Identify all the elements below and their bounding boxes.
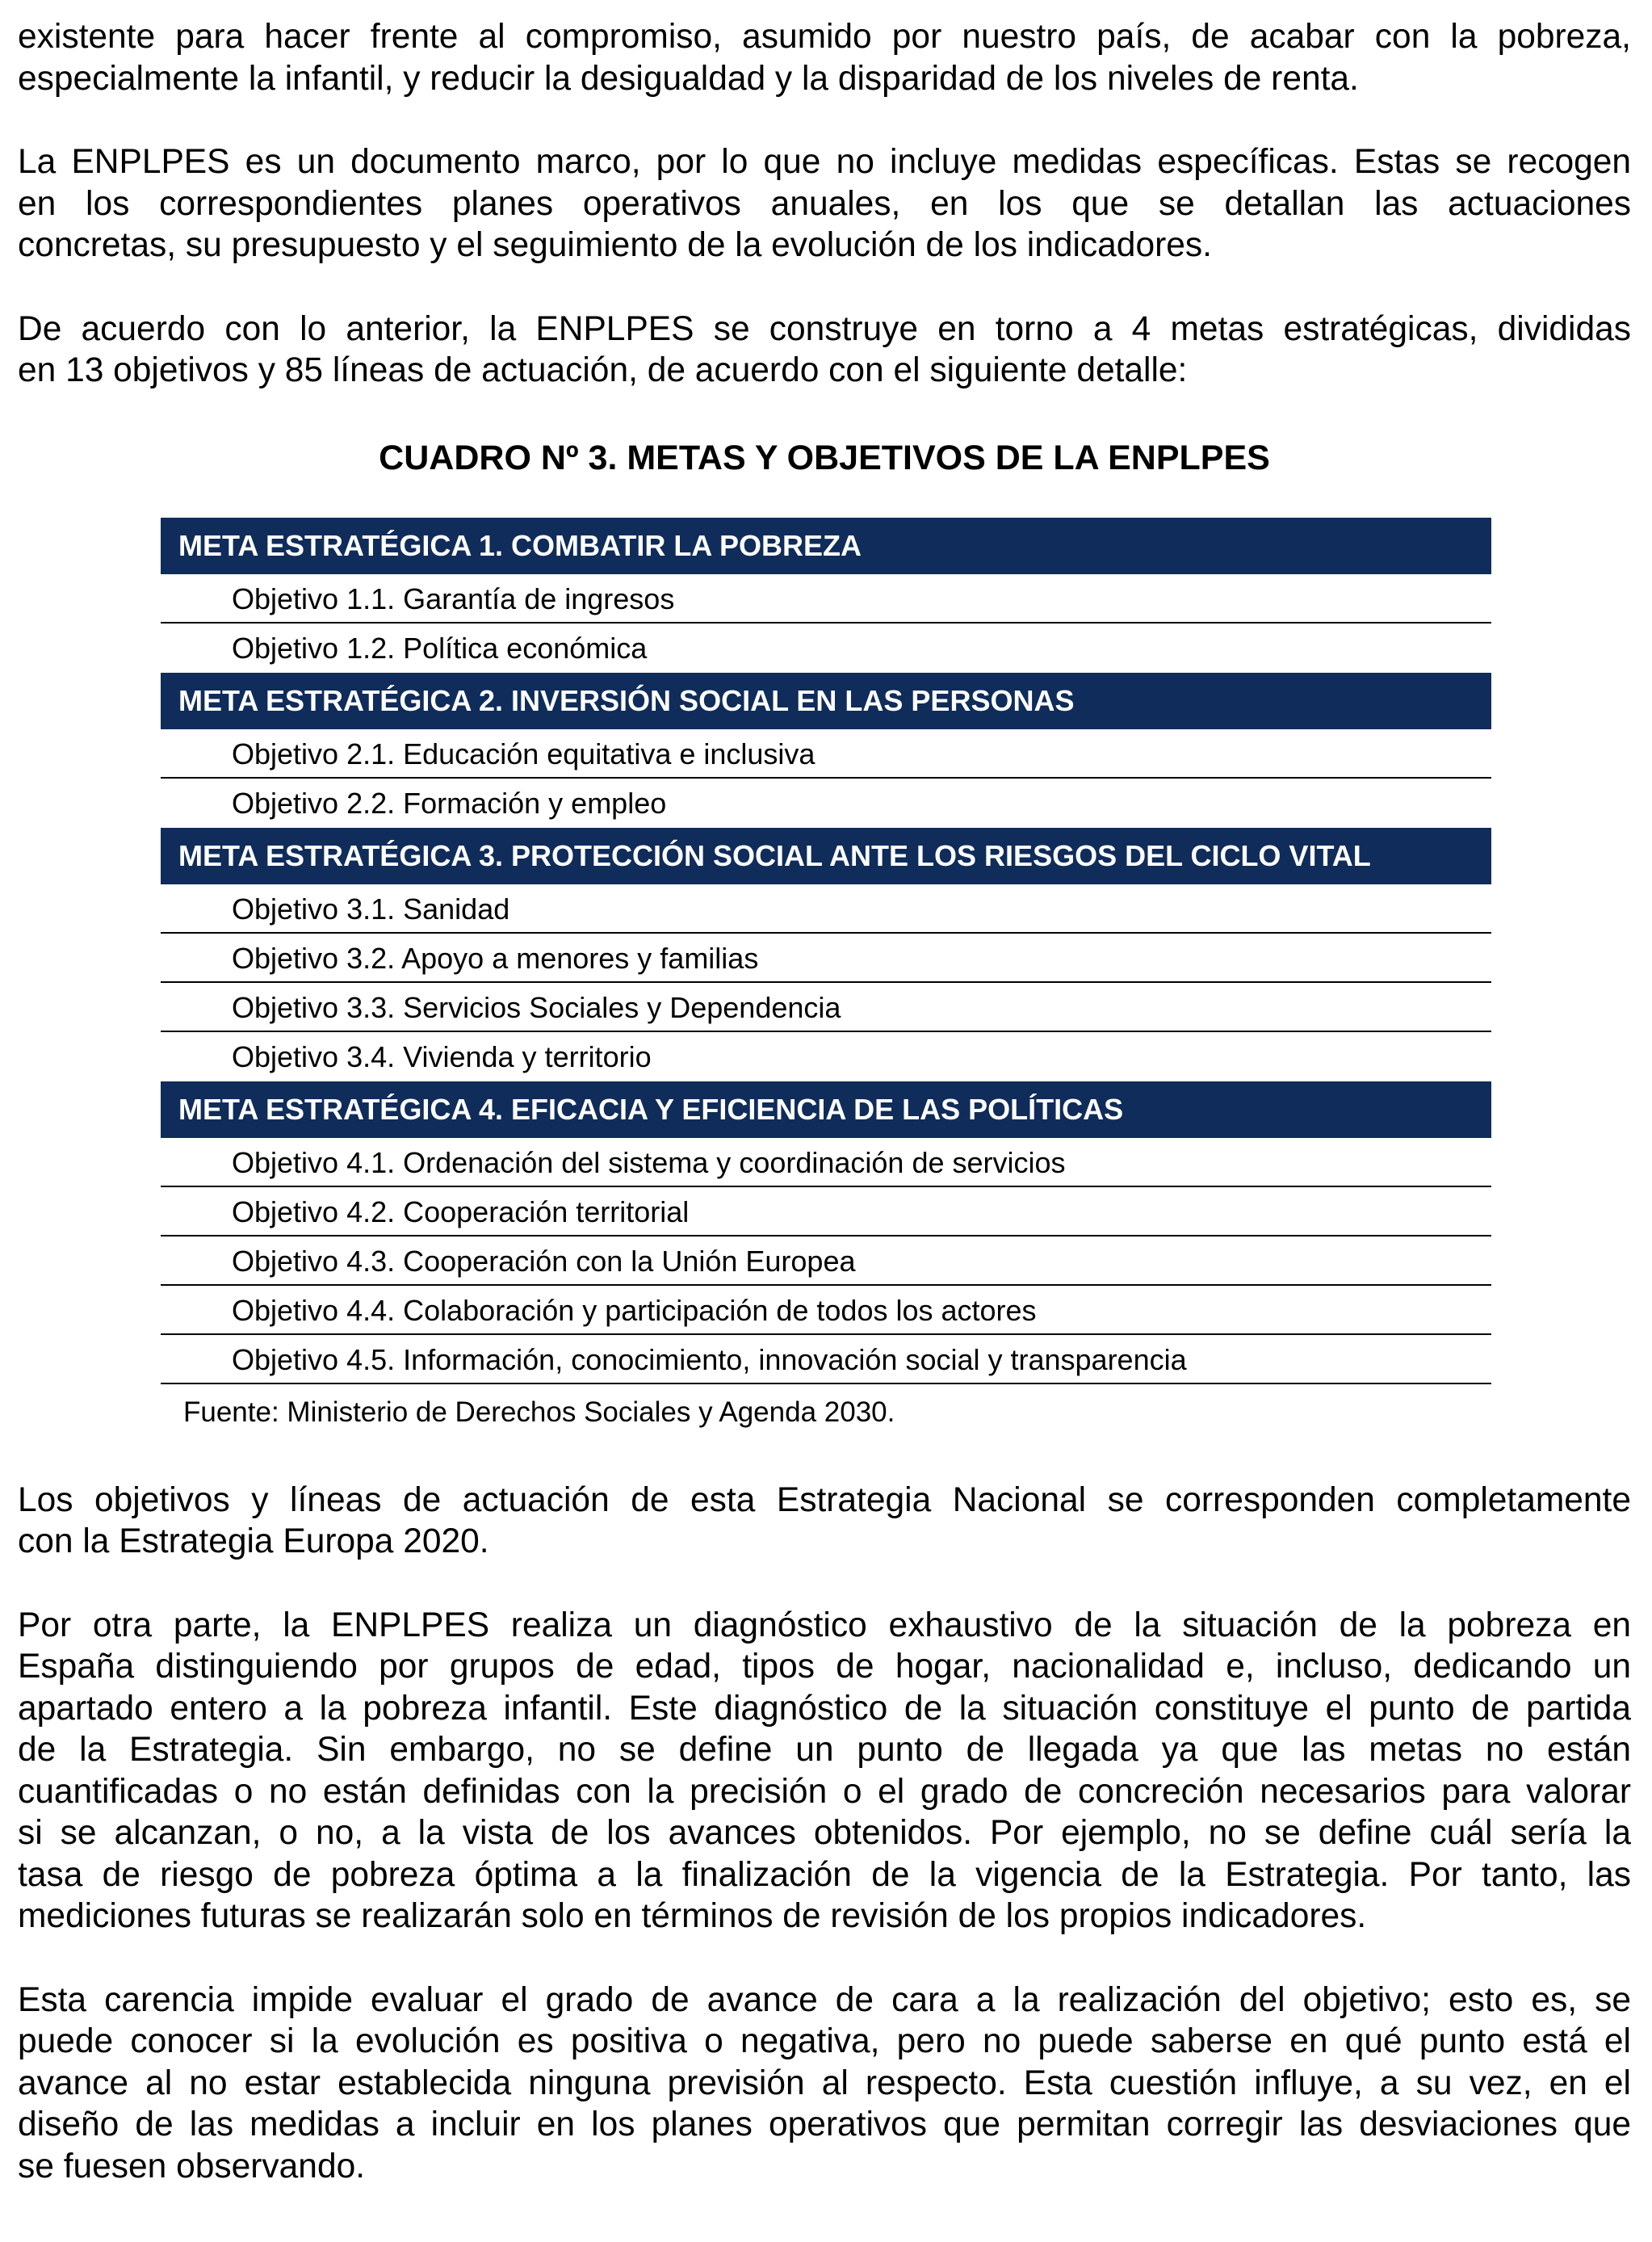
paragraph-line: existente para hacer frente al compromiso, asumido por nuestro país, de acabar con la pobreza, xyxy=(18,18,1631,56)
paragraph-line: apartado entero a la pobreza infantil. Este diagnóstico de la situación constituye el punto de partida xyxy=(18,1689,1631,1728)
paragraph-line: se fuesen observando. xyxy=(18,2147,366,2185)
paragraph-line: en 13 objetivos y 85 líneas de actuación, de acuerdo con el siguiente detalle: xyxy=(18,351,1188,389)
objective-row: Objetivo 4.4. Colaboración y participación de todos los actores xyxy=(161,1286,1491,1335)
paragraph xyxy=(18,141,1631,267)
objective-row: Objetivo 3.3. Servicios Sociales y Dependencia xyxy=(161,983,1491,1032)
objective-row: Objetivo 4.1. Ordenación del sistema y coordinación de servicios xyxy=(161,1138,1491,1187)
paragraph-line: Por otra parte, la ENPLPES realiza un diagnóstico exhaustivo de la situación de la pobreza en xyxy=(18,1606,1631,1644)
objective-row: Objetivo 4.5. Información, conocimiento, innovación social y transparencia xyxy=(161,1335,1491,1384)
paragraph xyxy=(18,1605,1631,1938)
paragraph-line: avance al no estar establecida ninguna previsión al respecto. Esta cuestión influye, a su vez, en el xyxy=(18,2064,1631,2102)
intro-section xyxy=(18,16,1631,392)
paragraph-line: en los correspondientes planes operativos anuales, en los que se detallan las actuaciones xyxy=(18,184,1631,223)
objective-row: Objetivo 2.2. Formación y empleo xyxy=(232,786,667,820)
paragraph-line: cuantificadas o no están definidas con la precisión o el grado de concreción necesarios para valorar xyxy=(18,1772,1631,1811)
objective-row: Objetivo 1.2. Política económica xyxy=(232,631,648,665)
paragraph-line: tasa de riesgo de pobreza óptima a la finalización de la vigencia de la Estrategia. Por tanto, las xyxy=(18,1855,1631,1894)
paragraph-line: si se alcanzan, o no, a la vista de los avances obtenidos. Por ejemplo, no se define cuál sería la xyxy=(18,1814,1631,1852)
paragraph-line: Los objetivos y líneas de actuación de esta Estrategia Nacional se corresponden completamente xyxy=(18,1480,1631,1519)
objective-row: Objetivo 3.2. Apoyo a menores y familias xyxy=(161,934,1491,983)
paragraph-line: puede conocer si la evolución es positiva o negativa, pero no puede saberse en qué punto está el xyxy=(18,2022,1631,2060)
objective-row: Objetivo 4.3. Cooperación con la Unión Europea xyxy=(161,1236,1491,1286)
paragraph xyxy=(18,1480,1631,1563)
paragraph xyxy=(18,16,1631,99)
paragraph-line: concretas, su presupuesto y el seguimiento de la evolución de los indicadores. xyxy=(18,226,1212,264)
objective-row: Objetivo 2.1. Educación equitativa e inclusiva xyxy=(161,729,1491,779)
objective-row: Objetivo 3.1. Sanidad xyxy=(161,884,1491,934)
paragraph-line: mediciones futuras se realizarán solo en términos de revisión de los propios indicadores. xyxy=(18,1897,1367,1935)
meta-header-row: META ESTRATÉGICA 2. INVERSIÓN SOCIAL EN LAS PERSONAS xyxy=(161,673,1491,729)
paragraph-line: Esta carencia impide evaluar el grado de avance de cara a la realización del objetivo; esto es, se xyxy=(18,1980,1631,2019)
paragraph-line: con la Estrategia Europa 2020. xyxy=(18,1522,489,1560)
goals-table xyxy=(161,518,1491,1441)
paragraph xyxy=(18,309,1631,392)
objective-row: Objetivo 4.2. Cooperación territorial xyxy=(161,1187,1491,1236)
paragraph-line: especialmente la infantil, y reducir la desigualdad y la disparidad de los niveles de renta. xyxy=(18,59,1359,98)
paragraph-line: diseño de las medidas a incluir en los planes operativos que permitan corregir las desviaciones que xyxy=(18,2106,1631,2143)
table-title: CUADRO Nº 3. METAS Y OBJETIVOS DE LA ENPLPES xyxy=(379,438,1270,477)
document-page xyxy=(18,16,1631,2229)
meta-header-row: META ESTRATÉGICA 3. PROTECCIÓN SOCIAL ANTE LOS RIESGOS DEL CICLO VITAL xyxy=(161,828,1491,884)
paragraph-line: De acuerdo con lo anterior, la ENPLPES se construye en torno a 4 metas estratégicas, divididas xyxy=(18,309,1631,348)
paragraph xyxy=(18,1980,1631,2188)
meta-header-row: META ESTRATÉGICA 4. EFICACIA Y EFICIENCIA DE LAS POLÍTICAS xyxy=(161,1081,1491,1138)
paragraph-line: de la Estrategia. Sin embargo, no se define un punto de llegada ya que las metas no están xyxy=(18,1731,1631,1769)
table-source: Fuente: Ministerio de Derechos Sociales y Agenda 2030. xyxy=(183,1396,895,1428)
objective-row: Objetivo 3.4. Vivienda y territorio xyxy=(232,1039,652,1073)
objective-row: Objetivo 1.1. Garantía de ingresos xyxy=(161,574,1491,623)
meta-header-row: META ESTRATÉGICA 1. COMBATIR LA POBREZA xyxy=(161,518,1491,574)
outro-section xyxy=(18,1480,1631,2188)
goals-table-body xyxy=(161,518,1491,1384)
paragraph-line: España distinguiendo por grupos de edad, tipos de hogar, nacionalidad e, incluso, dedicando un xyxy=(18,1648,1631,1686)
paragraph-line: La ENPLPES es un documento marco, por lo que no incluye medidas específicas. Estas se recogen xyxy=(18,143,1631,181)
